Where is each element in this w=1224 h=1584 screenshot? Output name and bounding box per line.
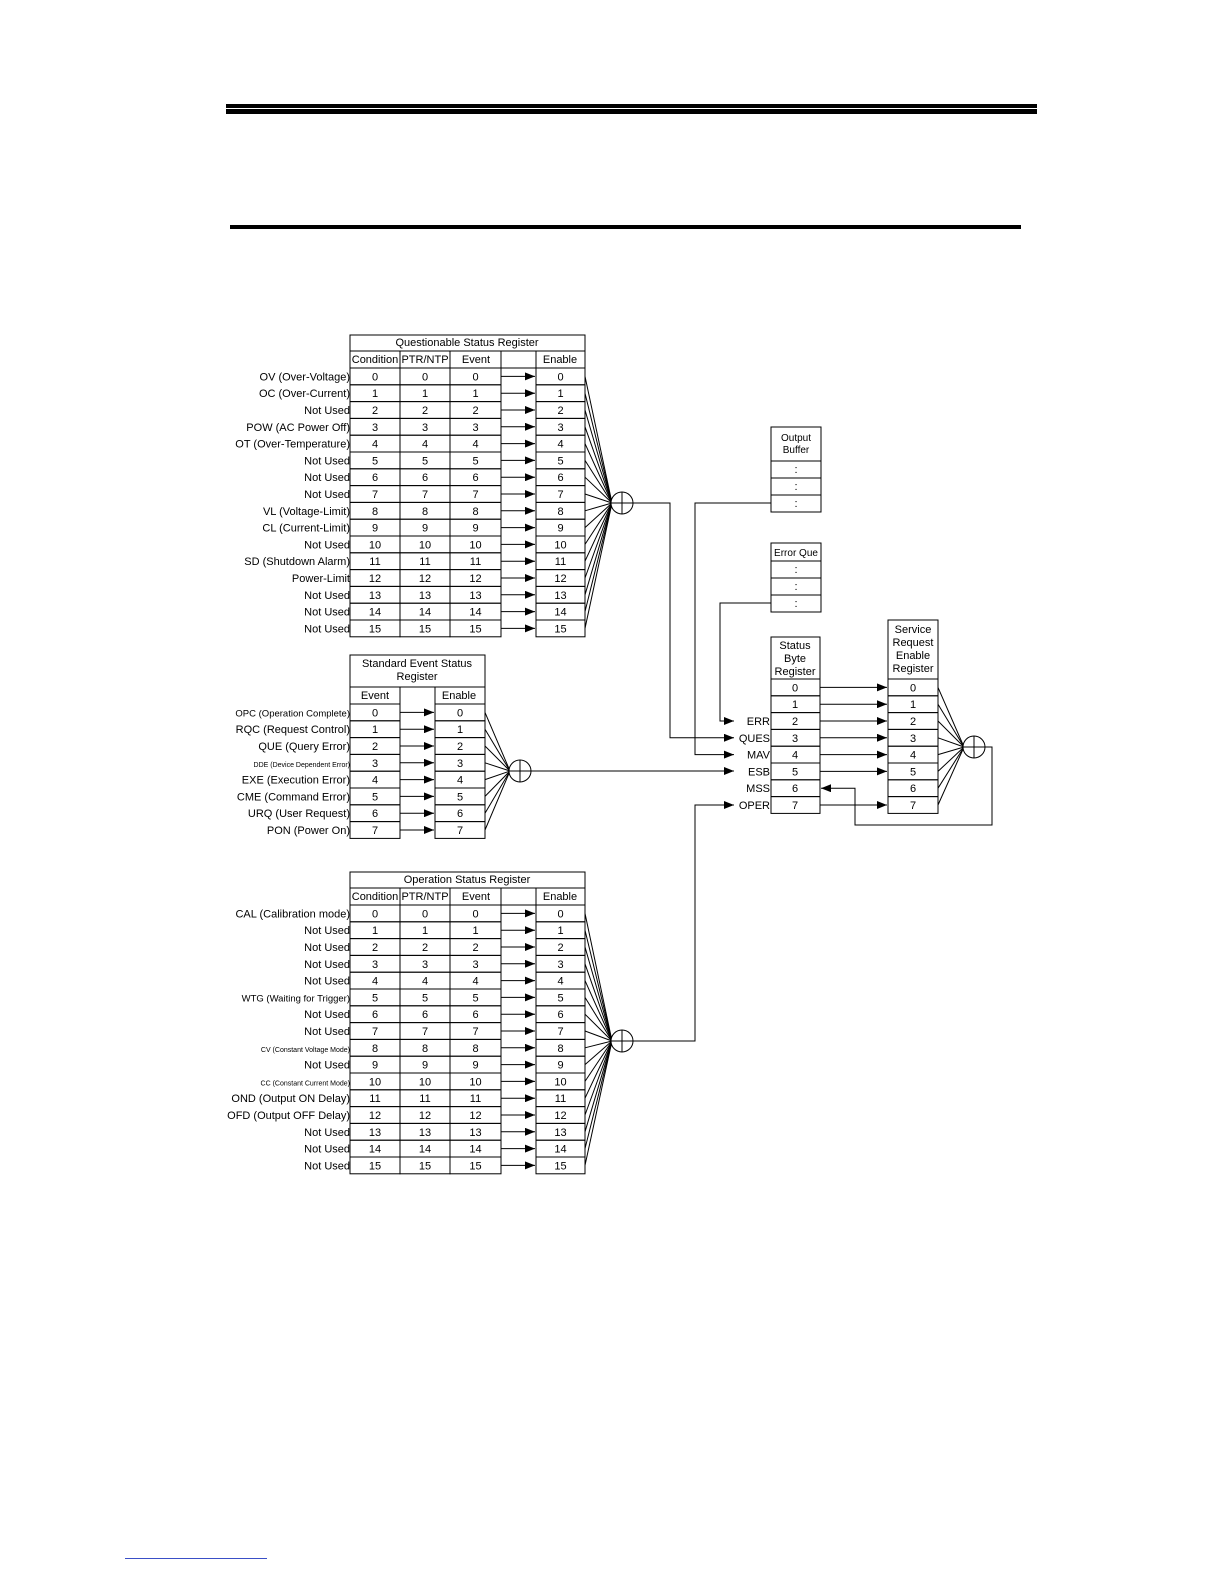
osr-bit-value: 6 (371, 1009, 379, 1022)
qsr-bit-value: 0 (421, 371, 429, 384)
osr-bit-value: 9 (371, 1059, 379, 1072)
osr-bit-label: Not Used (304, 1026, 350, 1038)
qsr-sum-line (585, 444, 612, 503)
osr-bit-value: 4 (371, 975, 379, 988)
qsr-bit-value: 5 (421, 455, 429, 468)
standard-event-status-register (235, 655, 531, 838)
qsr-bit-label: Not Used (304, 606, 350, 619)
ses-event-bit: 4 (371, 774, 379, 787)
qsr-bit-value: 2 (557, 405, 564, 417)
osr-bit-value: 13 (469, 1126, 482, 1139)
osr-bit-value: 1 (472, 925, 479, 938)
sbr-input-label: ESB (747, 766, 770, 779)
osr-bit-value: 12 (554, 1110, 567, 1122)
osr-bit-value: 13 (368, 1126, 382, 1139)
qsr-header-event: Event (461, 354, 491, 366)
osr-bit-value: 12 (368, 1110, 382, 1122)
qsr-bit-label: Not Used (304, 405, 350, 417)
wire-qsr-to-ques (633, 503, 734, 738)
osr-header-gap (501, 888, 536, 905)
osr-bit-value: 6 (421, 1009, 429, 1022)
osr-bit-value: 5 (557, 992, 564, 1005)
qsr-bit-value: 14 (469, 606, 482, 619)
qsr-bit-value: 2 (421, 405, 429, 417)
osr-header-event: Event (461, 891, 491, 903)
ses-event-bit: 7 (371, 825, 379, 837)
osr-bit-label: CV (Constant Voltage Mode) (260, 1046, 350, 1054)
qsr-rows (235, 335, 633, 637)
qsr-bit-value: 3 (557, 421, 564, 434)
qsr-header-condition: Condition (351, 354, 399, 366)
osr-sum-line (585, 913, 612, 1041)
error_queue-cell-text: : (794, 564, 798, 576)
ses-event-bit: 6 (371, 808, 379, 821)
qsr-bit-value: 2 (472, 405, 479, 417)
ses-bit-label: RQC (Request Control) (235, 724, 350, 737)
qsr-bit-value: 2 (371, 405, 379, 417)
qsr-bit-value: 12 (469, 573, 482, 585)
qsr-bit-value: 14 (554, 606, 567, 619)
sbr-bit: 0 (791, 682, 799, 695)
sbr-input-label: QUES (738, 732, 770, 745)
error-queue-cells (771, 561, 821, 612)
osr-bit-value: 2 (472, 942, 479, 954)
osr-bit-value: 2 (371, 942, 379, 954)
osr-bit-value: 8 (472, 1042, 479, 1055)
qsr-bit-value: 1 (557, 388, 564, 401)
osr-bit-label: Not Used (304, 1160, 350, 1173)
qsr-bit-value: 13 (418, 589, 432, 602)
qsr-header-enable: Enable (542, 354, 578, 366)
qsr-bit-value: 15 (469, 623, 482, 636)
output-buffer (771, 427, 821, 512)
qsr-sum-line (585, 393, 612, 503)
osr-bit-value: 15 (418, 1160, 432, 1173)
qsr-bit-value: 6 (557, 472, 564, 485)
osr-bit-value: 5 (371, 992, 379, 1005)
qsr-bit-value: 10 (554, 539, 567, 552)
osr-bit-value: 3 (421, 958, 429, 971)
operation-status-register (227, 872, 633, 1174)
osr-bit-value: 14 (418, 1143, 432, 1156)
ses-event-bit: 1 (371, 724, 379, 737)
qsr-bit-value: 11 (419, 556, 431, 569)
osr-title: Operation Status Register (403, 874, 531, 886)
osr-bit-value: 12 (418, 1110, 432, 1122)
qsr-bit-label: SD (Shutdown Alarm) (244, 556, 350, 569)
qsr-bit-value: 15 (368, 623, 382, 636)
osr-bit-value: 0 (557, 908, 564, 921)
qsr-bit-value: 12 (368, 573, 382, 585)
qsr-bit-value: 0 (371, 371, 379, 384)
osr-bit-label: Not Used (304, 1059, 350, 1072)
sbr-title-line3: Register (774, 666, 816, 678)
qsr-bit-value: 9 (371, 522, 379, 535)
output_buffer-cell-text: : (794, 481, 798, 493)
qsr-sum-line (585, 503, 612, 595)
qsr-bit-value: 0 (557, 371, 564, 384)
sbr-input-label: MAV (746, 749, 770, 762)
qsr-bit-value: 9 (557, 522, 564, 535)
osr-bit-value: 8 (557, 1042, 564, 1055)
ses-sum-line (485, 712, 510, 771)
osr-bit-value: 10 (554, 1076, 567, 1089)
osr-bit-value: 2 (421, 942, 429, 954)
osr-bit-label: OND (Output ON Delay) (231, 1093, 350, 1106)
qsr-title: Questionable Status Register (395, 337, 539, 349)
output-buffer-title-line1: Output (780, 433, 812, 444)
sbr-bit: 4 (791, 749, 799, 762)
osr-bit-label: Not Used (304, 925, 350, 938)
osr-bit-value: 10 (469, 1076, 482, 1089)
qsr-bit-value: 7 (421, 489, 429, 501)
sbr-title-line2: Byte (783, 653, 807, 665)
sre-bit: 0 (909, 682, 917, 695)
output_buffer-cell-text: : (794, 464, 798, 476)
sre-bit: 2 (909, 716, 917, 728)
ses-event-bit: 5 (371, 791, 379, 804)
qsr-bit-value: 8 (472, 505, 479, 518)
osr-bit-label: Not Used (304, 975, 350, 988)
sbr-rows (739, 679, 820, 813)
qsr-bit-value: 6 (371, 472, 379, 485)
sbr-bit: 6 (791, 783, 799, 796)
error_queue-cell-text: : (794, 598, 798, 610)
ses-bit-label: DDE (Device Dependent Error) (253, 761, 350, 769)
qsr-bit-label: Not Used (304, 489, 350, 501)
qsr-bit-label: Not Used (304, 472, 350, 485)
osr-bit-value: 4 (421, 975, 429, 988)
sre-sum-line (938, 747, 964, 805)
qsr-bit-value: 6 (472, 472, 479, 485)
osr-bit-label: Not Used (304, 942, 350, 954)
qsr-bit-label: Not Used (304, 539, 350, 552)
sre-bit: 7 (909, 800, 917, 812)
qsr-bit-value: 13 (469, 589, 482, 602)
qsr-bit-value: 12 (418, 573, 432, 585)
osr-bit-value: 4 (472, 975, 479, 988)
ses-title-line1: Standard Event Status (361, 658, 473, 670)
qsr-bit-value: 14 (368, 606, 382, 619)
qsr-bit-value: 7 (472, 489, 479, 501)
osr-bit-value: 11 (369, 1093, 381, 1106)
qsr-bit-value: 7 (371, 489, 379, 501)
osr-bit-value: 7 (371, 1026, 379, 1038)
sre-title-line2: Request (892, 637, 934, 649)
qsr-bit-value: 11 (554, 556, 567, 569)
osr-bit-value: 15 (554, 1160, 567, 1173)
osr-bit-label: Not Used (304, 1009, 350, 1022)
osr-bit-value: 4 (557, 975, 564, 988)
ses-event-bit: 3 (371, 757, 379, 770)
osr-bit-label: OFD (Output OFF Delay) (227, 1110, 350, 1122)
osr-sum-line (585, 981, 612, 1041)
qsr-bit-value: 5 (472, 455, 479, 468)
sbr-bit: 2 (791, 716, 799, 728)
sre-bit: 6 (909, 783, 917, 796)
qsr-bit-label: OC (Over-Current) (258, 388, 350, 401)
qsr-bit-value: 7 (557, 489, 564, 501)
qsr-bit-value: 4 (472, 438, 479, 451)
osr-bit-label: CC (Constant Current Mode) (260, 1080, 350, 1088)
output-buffer-title-line2: Buffer (782, 445, 810, 456)
sre-title-line3: Enable (895, 650, 931, 662)
qsr-bit-value: 5 (371, 455, 379, 468)
qsr-bit-value: 8 (421, 505, 429, 518)
ses-rows (235, 655, 531, 838)
wire-error-queue-to-err (720, 603, 771, 721)
ses-enable-bit: 6 (456, 808, 464, 821)
sre-rows (820, 679, 985, 813)
sre-title-line4: Register (892, 663, 934, 675)
osr-bit-value: 8 (421, 1042, 429, 1055)
qsr-sum-line (585, 410, 612, 503)
osr-sum-line (585, 930, 612, 1041)
osr-sum-line (585, 1041, 612, 1149)
osr-bit-value: 7 (472, 1026, 479, 1038)
qsr-bit-value: 10 (418, 539, 432, 552)
qsr-header-gap (501, 351, 536, 368)
qsr-bit-value: 0 (472, 371, 479, 384)
qsr-bit-value: 10 (368, 539, 382, 552)
qsr-bit-value: 11 (369, 556, 381, 569)
osr-bit-value: 11 (469, 1093, 482, 1106)
osr-bit-value: 5 (472, 992, 479, 1005)
osr-bit-value: 14 (554, 1143, 567, 1156)
questionable-status-register (235, 335, 633, 637)
qsr-bit-label: OT (Over-Temperature) (235, 438, 350, 451)
sbr-input-label: MSS (746, 783, 770, 796)
osr-bit-value: 3 (472, 958, 479, 971)
sbr-input-label: ERR (746, 716, 770, 728)
qsr-header-ptr-ntp: PTR/NTP (401, 354, 449, 366)
ses-enable-bit: 2 (456, 741, 464, 753)
qsr-bit-label: Not Used (304, 589, 350, 602)
ses-title-line2: Register (396, 671, 438, 683)
osr-bit-value: 6 (472, 1009, 479, 1022)
sbr-bit: 3 (791, 732, 799, 745)
qsr-bit-value: 8 (371, 505, 379, 518)
ses-header-enable: Enable (441, 690, 477, 702)
service-request-enable-register (820, 620, 985, 813)
output-buffer-cells (771, 461, 821, 512)
qsr-bit-label: VL (Voltage-Limit) (262, 505, 350, 518)
qsr-bit-value: 9 (472, 522, 479, 535)
ses-enable-bit: 4 (456, 774, 464, 787)
qsr-bit-label: Not Used (304, 623, 350, 636)
qsr-bit-value: 12 (554, 573, 567, 585)
osr-bit-value: 9 (421, 1059, 429, 1072)
ses-bit-label: QUE (Query Error) (258, 741, 350, 753)
ses-bit-label: EXE (Execution Error) (241, 774, 350, 787)
output_buffer-cell-text: : (794, 498, 798, 510)
osr-bit-label: Not Used (304, 958, 350, 971)
sbr-input-label: OPER (738, 800, 770, 812)
osr-bit-value: 0 (371, 908, 379, 921)
ses-bit-label: URQ (User Request) (247, 808, 350, 821)
osr-bit-value: 13 (554, 1126, 567, 1139)
ses-bit-label: PON (Power On) (266, 825, 350, 837)
qsr-bit-value: 3 (421, 421, 429, 434)
osr-bit-value: 7 (557, 1026, 564, 1038)
wire-osr-to-oper (633, 805, 734, 1041)
ses-bit-label: OPC (Operation Complete) (235, 708, 350, 720)
osr-bit-value: 5 (421, 992, 429, 1005)
osr-bit-value: 2 (557, 942, 564, 954)
osr-bit-value: 14 (368, 1143, 382, 1156)
qsr-bit-value: 3 (472, 421, 479, 434)
sbr-title-line1: Status (779, 640, 811, 652)
sre-bit: 1 (909, 699, 917, 712)
qsr-sum-line (585, 503, 612, 561)
osr-bit-label: WTG (Waiting for Trigger) (241, 993, 350, 1005)
osr-sum-line (585, 1041, 612, 1132)
qsr-bit-value: 8 (557, 505, 564, 518)
sre-bit: 5 (909, 766, 917, 779)
qsr-bit-value: 4 (421, 438, 429, 451)
error-queue-title: Error Que (774, 548, 818, 559)
osr-bit-value: 0 (472, 908, 479, 921)
osr-bit-value: 14 (469, 1143, 482, 1156)
qsr-bit-value: 13 (554, 589, 567, 602)
sbr-bit: 5 (791, 766, 799, 779)
ses-enable-bit: 7 (456, 825, 464, 837)
osr-bit-label: Not Used (304, 1126, 350, 1139)
osr-bit-value: 10 (368, 1076, 382, 1089)
osr-sum-line (585, 1041, 612, 1098)
ses-event-bit: 2 (371, 741, 379, 753)
ses-enable-bit: 1 (456, 724, 464, 737)
qsr-bit-value: 15 (418, 623, 432, 636)
osr-header-enable: Enable (542, 891, 578, 903)
osr-bit-value: 3 (371, 958, 379, 971)
ses-enable-bit: 0 (456, 707, 464, 720)
osr-bit-value: 0 (421, 908, 429, 921)
ses-header-event: Event (360, 690, 390, 702)
osr-sum-line (585, 997, 612, 1041)
ses-bit-label: CME (Command Error) (236, 791, 350, 804)
osr-bit-value: 7 (421, 1026, 429, 1038)
qsr-bit-value: 1 (421, 388, 429, 401)
ses-event-bit: 0 (371, 707, 379, 720)
qsr-bit-label: Power-Limit (291, 573, 350, 585)
qsr-bit-value: 14 (418, 606, 432, 619)
osr-bit-value: 11 (554, 1093, 567, 1106)
qsr-bit-label: POW (AC Power Off) (246, 421, 350, 434)
ses-enable-bit: 3 (456, 757, 464, 770)
sre-sum-line (938, 687, 964, 747)
qsr-bit-value: 4 (371, 438, 379, 451)
osr-bit-value: 1 (557, 925, 564, 938)
osr-bit-value: 3 (557, 958, 564, 971)
qsr-bit-value: 13 (368, 589, 382, 602)
sre-bit: 3 (909, 732, 917, 745)
ses-sum-line (485, 771, 510, 830)
qsr-bit-label: CL (Current-Limit) (262, 522, 350, 535)
osr-rows (227, 872, 633, 1174)
osr-bit-value: 15 (469, 1160, 482, 1173)
osr-bit-value: 6 (557, 1009, 564, 1022)
osr-bit-value: 11 (419, 1093, 431, 1106)
qsr-bit-label: OV (Over-Voltage) (259, 371, 350, 384)
qsr-bit-value: 11 (469, 556, 482, 569)
status-byte-register (739, 637, 820, 813)
error_queue-cell-text: : (794, 581, 798, 593)
osr-bit-value: 13 (418, 1126, 432, 1139)
osr-header-condition: Condition (351, 891, 399, 903)
osr-bit-value: 1 (371, 925, 379, 938)
qsr-bit-value: 10 (469, 539, 482, 552)
qsr-bit-value: 4 (557, 438, 564, 451)
osr-bit-value: 10 (418, 1076, 432, 1089)
qsr-bit-value: 1 (371, 388, 379, 401)
qsr-bit-value: 5 (557, 455, 564, 468)
osr-bit-value: 15 (368, 1160, 382, 1173)
sbr-bit: 7 (791, 800, 799, 812)
qsr-bit-value: 1 (472, 388, 479, 401)
osr-bit-label: Not Used (304, 1143, 350, 1156)
osr-bit-value: 1 (421, 925, 429, 938)
sbr-bit: 1 (791, 699, 799, 712)
osr-bit-value: 9 (557, 1059, 564, 1072)
osr-bit-value: 12 (469, 1110, 482, 1122)
qsr-bit-value: 3 (371, 421, 379, 434)
osr-bit-value: 9 (472, 1059, 479, 1072)
osr-header-ptr-ntp: PTR/NTP (401, 891, 449, 903)
osr-bit-value: 8 (371, 1042, 379, 1055)
ses-enable-bit: 5 (456, 791, 464, 804)
error-queue (771, 543, 821, 612)
qsr-bit-label: Not Used (304, 455, 350, 468)
osr-bit-label: CAL (Calibration mode) (235, 908, 350, 921)
sre-title-line1: Service (894, 624, 932, 636)
qsr-bit-value: 15 (554, 623, 567, 636)
qsr-bit-value: 9 (421, 522, 429, 535)
qsr-bit-value: 6 (421, 472, 429, 485)
qsr-sum-line (585, 503, 612, 612)
sre-bit: 4 (909, 749, 917, 762)
